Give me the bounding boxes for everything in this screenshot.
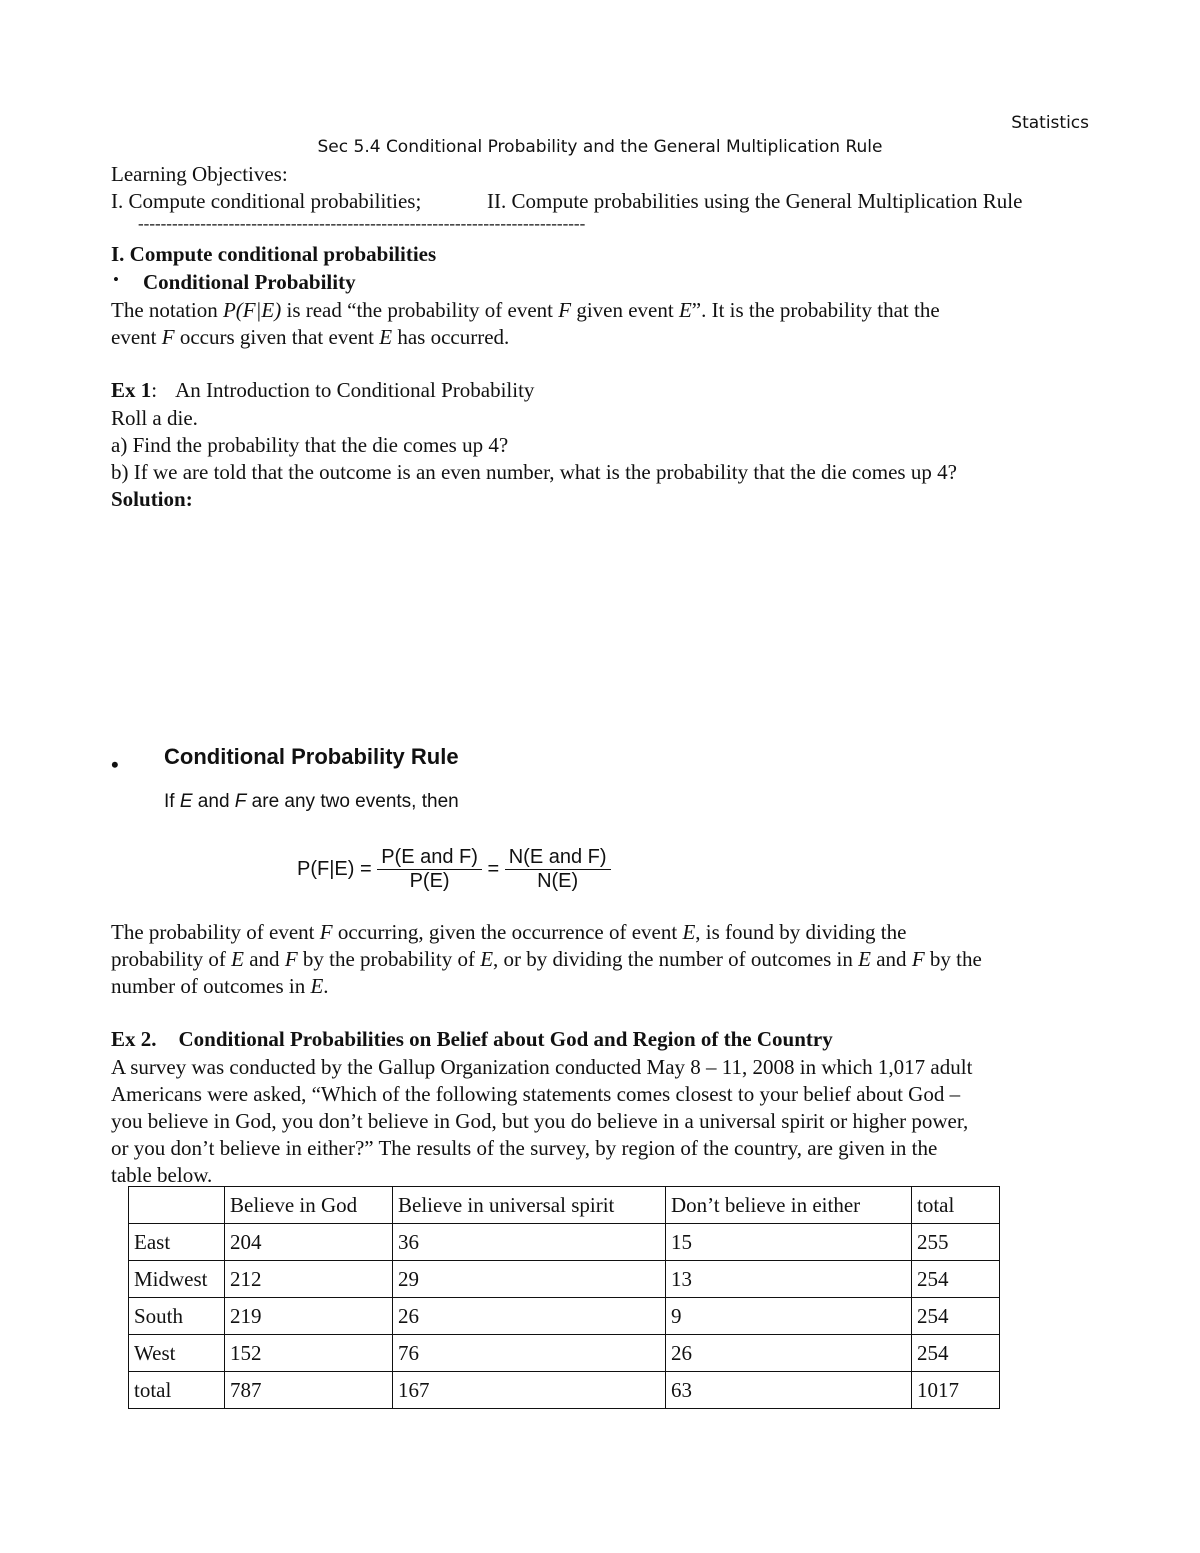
table-cell: 204 xyxy=(225,1224,393,1261)
formula-denominator-2: N(E) xyxy=(537,870,579,892)
formula-equals: = xyxy=(487,858,500,880)
rule-explanation-line-2: probability of E and F by the probability of E, or by dividing the number of outcomes in E and F by the xyxy=(111,947,982,971)
rule-title: Conditional Probability Rule xyxy=(164,744,459,769)
conditional-probability-subheading: Conditional Probability xyxy=(143,270,356,294)
bullet-marker: • xyxy=(113,270,119,289)
formula-fraction-probability xyxy=(377,846,482,893)
table-header-cell: total xyxy=(912,1187,1000,1224)
table-cell: 36 xyxy=(393,1224,666,1261)
formula-lhs: P(F|E) = xyxy=(297,858,372,880)
rule-explanation-line-1: The probability of event F occurring, given the occurrence of event E, is found by dividing the xyxy=(111,920,907,944)
rule-bullet: • xyxy=(111,752,119,777)
formula-fraction-count xyxy=(505,846,611,893)
table-row xyxy=(129,1298,1000,1335)
objective-2: II. Compute probabilities using the General Multiplication Rule xyxy=(487,189,1023,213)
table-cell: 254 xyxy=(912,1335,1000,1372)
table-header-cell: Believe in universal spirit xyxy=(393,1187,666,1224)
table-header-cell xyxy=(129,1187,225,1224)
table-cell: 254 xyxy=(912,1298,1000,1335)
rule-explanation-line-3: number of outcomes in E. xyxy=(111,974,329,998)
objectives-label: Learning Objectives: xyxy=(111,162,288,186)
table-cell: 26 xyxy=(393,1298,666,1335)
table-cell: East xyxy=(129,1224,225,1261)
section-title: Sec 5.4 Conditional Probability and the General Multiplication Rule xyxy=(317,137,883,157)
ex2-line-5: table below. xyxy=(111,1163,213,1187)
table-cell: 787 xyxy=(225,1372,393,1409)
ex2-line-1: A survey was conducted by the Gallup Organization conducted May 8 – 11, 2008 in which 1,017 adult xyxy=(111,1055,973,1079)
table-row xyxy=(129,1261,1000,1298)
objective-1: I. Compute conditional probabilities; xyxy=(111,189,422,213)
ex1-line-3: b) If we are told that the outcome is an even number, what is the probability that the die comes up 4? xyxy=(111,460,957,484)
table-cell: West xyxy=(129,1335,225,1372)
table-cell: 63 xyxy=(666,1372,912,1409)
definition-line-1: The notation P(F|E) is read “the probability of event F given event E”. It is the probability that the xyxy=(111,298,940,322)
ex2-line-2: Americans were asked, “Which of the following statements comes closest to your belief about God – xyxy=(111,1082,961,1106)
formula-numerator-1: P(E and F) xyxy=(377,846,482,870)
table-cell: Midwest xyxy=(129,1261,225,1298)
formula-denominator-1: P(E) xyxy=(409,870,450,892)
ex2-heading: Ex 2. Conditional Probabilities on Belief about God and Region of the Country xyxy=(111,1027,833,1051)
ex2-line-4: or you don’t believe in either?” The results of the survey, by region of the country, are given in the xyxy=(111,1136,938,1160)
table-cell: 1017 xyxy=(912,1372,1000,1409)
table-cell: 26 xyxy=(666,1335,912,1372)
table-cell: 167 xyxy=(393,1372,666,1409)
table-cell: 9 xyxy=(666,1298,912,1335)
ex2-line-3: you believe in God, you don’t believe in God, but you do believe in a universal spirit or higher power, xyxy=(111,1109,969,1133)
ex1-line-2: a) Find the probability that the die comes up 4? xyxy=(111,433,509,457)
table-header-row xyxy=(129,1187,1000,1224)
table-cell: 255 xyxy=(912,1224,1000,1261)
survey-table xyxy=(128,1186,1000,1409)
solution-label: Solution: xyxy=(111,487,193,511)
formula-numerator-2: N(E and F) xyxy=(505,846,611,870)
table-cell: 15 xyxy=(666,1224,912,1261)
table-cell: 254 xyxy=(912,1261,1000,1298)
table-cell: 212 xyxy=(225,1261,393,1298)
ex1-line-1: Roll a die. xyxy=(111,406,198,430)
rule-intro: If E and F are any two events, then xyxy=(164,791,459,812)
table-header-cell: Don’t believe in either xyxy=(666,1187,912,1224)
table-cell: South xyxy=(129,1298,225,1335)
table-cell: total xyxy=(129,1372,225,1409)
divider-line: ------------------------------------------------------------------------------- xyxy=(138,214,586,233)
table-row xyxy=(129,1335,1000,1372)
definition-line-2: event F occurs given that event E has occurred. xyxy=(111,325,510,349)
course-label: Statistics xyxy=(1011,113,1089,133)
part1-heading: I. Compute conditional probabilities xyxy=(111,242,437,266)
table-row xyxy=(129,1372,1000,1409)
table-cell: 29 xyxy=(393,1261,666,1298)
table-row xyxy=(129,1224,1000,1261)
ex1-heading: Ex 1: An Introduction to Conditional Probability xyxy=(111,378,535,402)
table-cell: 219 xyxy=(225,1298,393,1335)
table-cell: 152 xyxy=(225,1335,393,1372)
table-cell: 13 xyxy=(666,1261,912,1298)
table-header-cell: Believe in God xyxy=(225,1187,393,1224)
conditional-probability-formula xyxy=(297,846,611,893)
table-cell: 76 xyxy=(393,1335,666,1372)
